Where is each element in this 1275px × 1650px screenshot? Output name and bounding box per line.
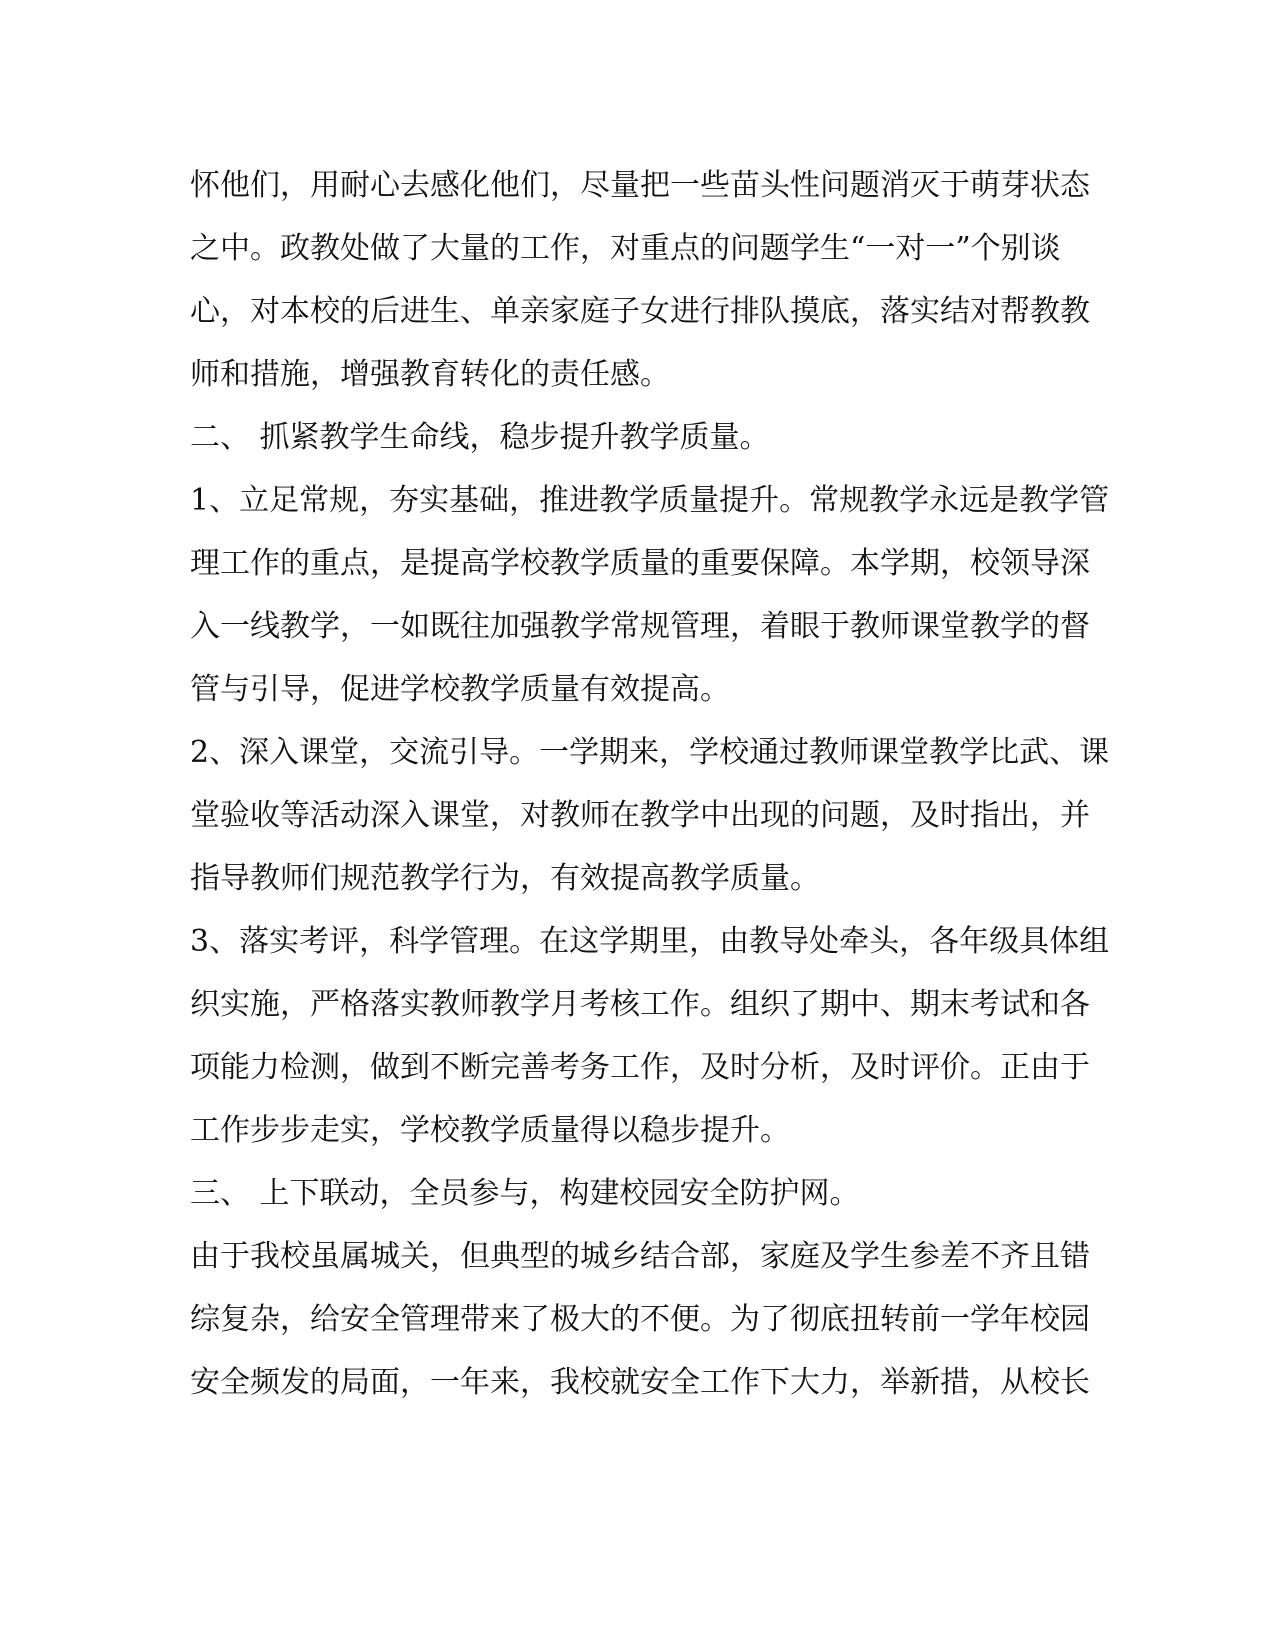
text-line: 指导教师们规范教学行为，有效提高教学质量。 [190, 861, 820, 896]
text-line: 怀他们，用耐心去感化他们，尽量把一些苗头性问题消灭于萌芽状态 [190, 168, 1090, 203]
text-line: 理工作的重点，是提高学校教学质量的重要保障。本学期，校领导深 [190, 546, 1090, 581]
section-heading: 三、 上下联动，全员参与，构建校园安全防护网。 [190, 1176, 860, 1211]
text-line: 1、立足常规，夯实基础，推进教学质量提升。常规教学永远是教学管 [190, 483, 1110, 518]
text-line: 综复杂，给安全管理带来了极大的不便。为了彻底扭转前一学年校园 [190, 1302, 1090, 1337]
text-line: 师和措施，增强教育转化的责任感。 [190, 357, 670, 392]
text-line: 项能力检测，做到不断完善考务工作，及时分析，及时评价。正由于 [190, 1050, 1090, 1085]
text-line: 之中。政教处做了大量的工作，对重点的问题学生“一对一”个别谈 [190, 231, 1061, 266]
text-line: 由于我校虽属城关，但典型的城乡结合部，家庭及学生参差不齐且错 [190, 1239, 1090, 1274]
text-line: 入一线教学，一如既往加强教学常规管理，着眼于教师课堂教学的督 [190, 609, 1090, 644]
text-line: 管与引导，促进学校教学质量有效提高。 [190, 672, 730, 707]
text-line: 织实施，严格落实教师教学月考核工作。组织了期中、期末考试和各 [190, 987, 1090, 1022]
text-line: 心，对本校的后进生、单亲家庭子女进行排队摸底，落实结对帮教教 [190, 294, 1090, 329]
text-line: 工作步步走实，学校教学质量得以稳步提升。 [190, 1113, 790, 1148]
text-line: 堂验收等活动深入课堂，对教师在教学中出现的问题，及时指出，并 [190, 798, 1090, 833]
text-line: 2、深入课堂，交流引导。一学期来，学校通过教师课堂教学比武、课 [190, 735, 1110, 770]
text-line: 安全频发的局面，一年来，我校就安全工作下大力，举新措，从校长 [190, 1365, 1090, 1400]
section-heading: 二、 抓紧教学生命线，稳步提升教学质量。 [190, 420, 770, 455]
text-line: 3、落实考评，科学管理。在这学期里，由教导处牵头，各年级具体组 [190, 924, 1110, 959]
